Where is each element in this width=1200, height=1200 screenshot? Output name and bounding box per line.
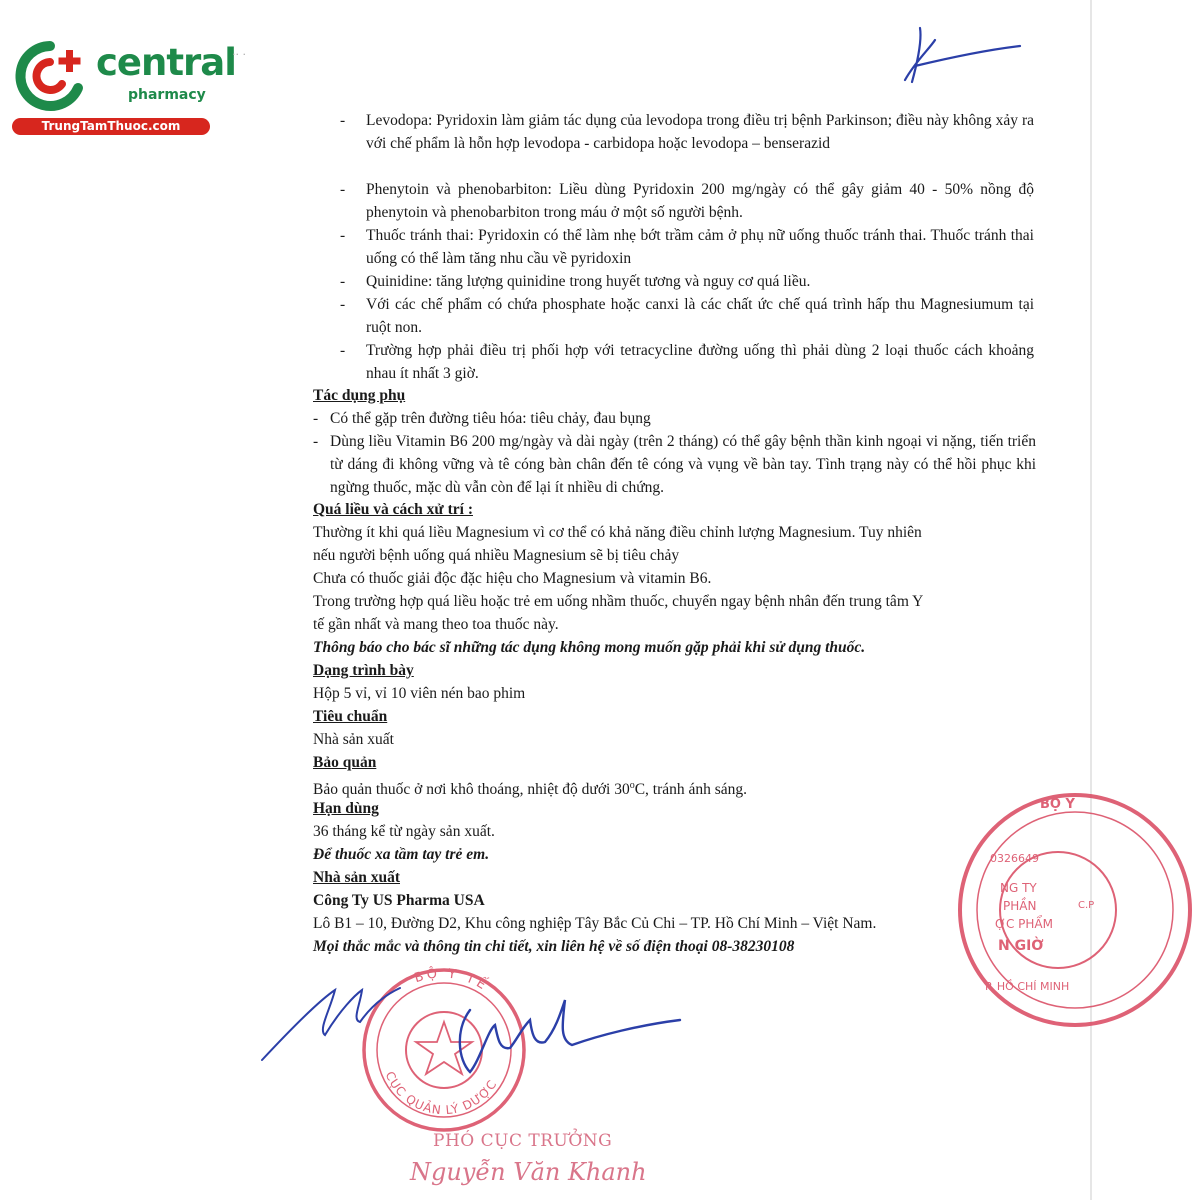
ministry-stamp-top: BỘ Y TẾ [412,966,491,995]
standard-heading: Tiêu chuẩn [313,708,388,725]
interaction-phosphate: Với các chế phẩm có chứa phosphate hoặc canxi là các chất ức chế quá trình hấp thu Magnesiumum tại ruột non. [366,296,1034,336]
interaction-levodopa: Levodopa: Pyridoxin làm giảm tác dụng của levodopa trong điều trị bệnh Parkinson; điều này không xảy ra với chế phẩm là hỗn hợp levodopa - carbidopa hoặc levodopa – benserazid [366,112,1034,152]
storage-text-before: Bảo quản thuốc ở nơi khô thoáng, nhiệt độ dưới 30 [313,781,630,799]
contact-line: Mọi thắc mắc và thông tin chi tiết, xin liên hệ về số điện thoại 08-38230108 [313,938,795,955]
side-effect-item: Có thể gặp trên đường tiêu hóa: tiêu chảy, đau bụng [330,410,651,427]
storage-heading: Bảo quản [313,754,377,771]
storage-text-after: C, tránh ánh sáng. [634,781,748,799]
doctor-notice: Thông báo cho bác sĩ những tác dụng không mong muốn gặp phải khi sử dụng thuốc. [313,639,866,656]
overdose-line: tế gần nhất và mang theo toa thuốc này. [313,616,559,633]
signature-left [262,988,400,1060]
interaction-contraceptive: Thuốc tránh thai: Pyridoxin có thể làm nhẹ bớt trầm cảm ở phụ nữ uống thuốc tránh thai. Thuốc tránh thai uống có thể làm tăng nhu cầu về pyridoxin [366,227,1034,267]
interaction-quinidine: Quinidine: tăng lượng quinidine trong huyết tương và nguy cơ quá liều. [366,273,811,290]
ministry-stamp [364,965,524,1130]
brand-url[interactable]: TrungTamThuoc.com [12,118,210,135]
svg-text:CỤC QUẢN LÝ DƯỢC [383,1069,500,1117]
presentation-heading: Dạng trình bày [313,662,414,679]
bullet-dash: - [340,227,346,244]
stamp-right-top: BỘ Y [1040,797,1075,812]
signer-name: Nguyễn Văn Khanh [410,1158,647,1186]
overdose-line: Trong trường hợp quá liều hoặc trẻ em uống nhầm thuốc, chuyển ngay bệnh nhân đến trung tâm Y [313,593,924,610]
initial-signature [905,28,1020,82]
stamp-right-line: NG TY [1000,881,1037,895]
bullet-dash: - [340,342,346,359]
shelf-life-text: 36 tháng kể từ ngày sản xuất. [313,823,495,840]
shelf-life-heading: Hạn dùng [313,800,379,817]
stamp-right-side: C.P [1078,900,1095,911]
bullet-dash: - [340,181,346,198]
scan-edge [1090,0,1092,1200]
scan-mark: ·· · [232,48,246,61]
manufacturer-heading: Nhà sản xuất [313,869,400,886]
ministry-stamp-bottom: CỤC QUẢN LÝ DƯỢC [382,1069,500,1118]
stamp-right-line: PHẦN [1003,899,1037,913]
pharmacy-cross-icon [10,36,90,116]
side-effect-item: Dùng liều Vitamin B6 200 mg/ngày và dài ngày (trên 2 tháng) có thể gây bệnh thần kinh ngoại vi nặng, tiến triển từ dáng đi không vững và tê cóng bàn chân đến tê cóng và vụng về bàn tay. Tình trạng này có thể hồi phục khi ngừng thuốc, mặc dù vẫn còn để lại ít nhiều di chứng. [330,433,1036,496]
brand-subtitle: pharmacy [128,87,206,103]
child-warning: Để thuốc xa tầm tay trẻ em. [313,846,490,863]
bullet-dash: - [340,296,346,313]
side-effects-heading: Tác dụng phụ [313,387,406,404]
bullet-dash: - [313,433,319,450]
interaction-phenytoin: Phenytoin và phenobarbiton: Liều dùng Pyridoxin 200 mg/ngày có thể gây giảm 40 - 50% nồng độ phenytoin và phenobarbiton trong máu ở một số người bệnh. [366,181,1034,221]
signer-title: PHÓ CỤC TRƯỞNG [433,1131,613,1151]
overdose-line: Thường ít khi quá liều Magnesium vì cơ thể có khả năng điều chỉnh lượng Magnesium. Tuy nhiên [313,524,922,541]
company-stamp-right [960,795,1190,1025]
manufacturer-name: Công Ty US Pharma USA [313,892,485,909]
central-pharmacy-logo[interactable] [10,36,236,138]
standard-text: Nhà sản xuất [313,731,394,748]
svg-text:BỘ Y TẾ [413,965,492,994]
manufacturer-address: Lô B1 – 10, Đường D2, Khu công nghiệp Tây Bắc Củ Chi – TP. Hồ Chí Minh – Việt Nam. [313,915,877,932]
overdose-line: nếu người bệnh uống quá nhiều Magnesium sẽ bị tiêu chảy [313,547,680,564]
bullet-dash: - [340,112,346,129]
brand-name: central [96,41,236,84]
stamp-right-number: 0326649 [990,852,1039,865]
stamp-right-line: ỢC PHẨM [995,917,1053,931]
stamp-right-line: N GIỜ [998,938,1044,954]
signature-main [460,1000,680,1072]
bullet-dash: - [340,273,346,290]
degree-sup: o [629,780,635,791]
overdose-heading: Quá liều và cách xử trí : [313,501,473,518]
interaction-tetracycline: Trường hợp phải điều trị phối hợp với tetracycline đường uống thì phải dùng 2 loại thuốc cách khoảng nhau ít nhất 3 giờ. [366,342,1034,382]
bullet-dash: - [313,410,319,427]
stamp-right-bottom: P. HỒ CHÍ MINH [985,980,1070,993]
overdose-line: Chưa có thuốc giải độc đặc hiệu cho Magnesium và vitamin B6. [313,570,712,587]
presentation-text: Hộp 5 vỉ, vỉ 10 viên nén bao phim [313,685,526,702]
